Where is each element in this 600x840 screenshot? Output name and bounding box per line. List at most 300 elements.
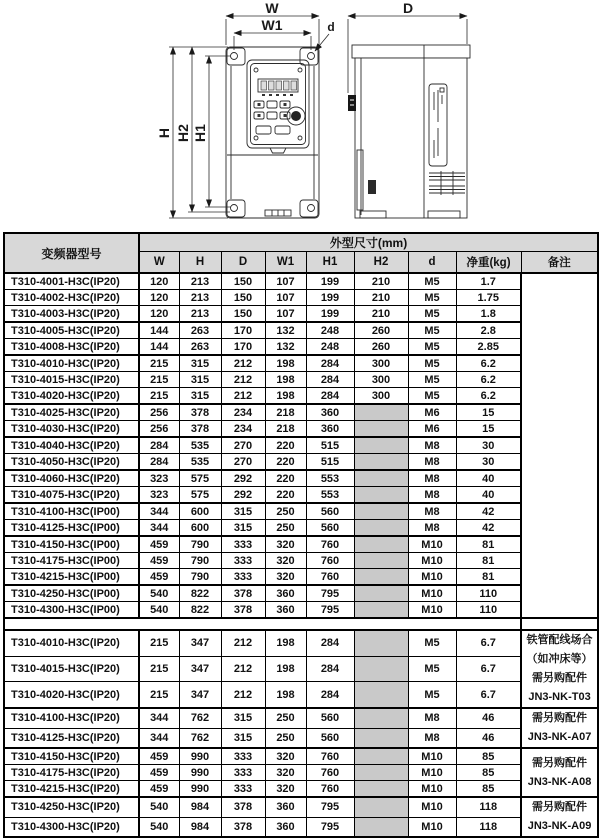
hole-cell: M10 xyxy=(408,569,456,586)
remark-line: 铁管配线场合 xyxy=(526,634,593,646)
model-cell: T310-4100-H3C(IP20) xyxy=(4,708,139,728)
h1-cell: 760 xyxy=(306,553,354,569)
h-cell: 575 xyxy=(179,487,221,504)
w1-cell: 198 xyxy=(265,372,306,388)
w-cell: 284 xyxy=(139,437,179,454)
table-row xyxy=(4,470,598,487)
w1-cell: 132 xyxy=(265,322,306,339)
model-cell: T310-4025-H3C(IP20) xyxy=(4,404,139,421)
outline-size-header: 外型尺寸(mm) xyxy=(139,233,598,252)
weight-cell: 42 xyxy=(456,503,521,520)
hole-cell: M6 xyxy=(408,404,456,421)
h2-cell xyxy=(354,765,408,781)
spacer-cell xyxy=(4,618,521,630)
h2-cell: 300 xyxy=(354,388,408,405)
d-cell: 315 xyxy=(221,520,265,537)
table-row xyxy=(4,372,598,388)
d-cell: 315 xyxy=(221,708,265,728)
d-cell: 333 xyxy=(221,569,265,586)
hole-cell: M6 xyxy=(408,421,456,438)
h1-cell: 515 xyxy=(306,454,354,471)
d-cell: 234 xyxy=(221,404,265,421)
hole-cell: M10 xyxy=(408,748,456,765)
h-cell: 600 xyxy=(179,503,221,520)
h2-cell xyxy=(354,656,408,681)
remark-line: 需另购配件 xyxy=(532,672,588,684)
h2-cell xyxy=(354,520,408,537)
model-cell: T310-4020-H3C(IP20) xyxy=(4,682,139,708)
hole-cell: M5 xyxy=(408,290,456,306)
h-cell: 347 xyxy=(179,656,221,681)
table-row xyxy=(4,765,598,781)
d-cell: 378 xyxy=(221,585,265,602)
weight-cell: 40 xyxy=(456,487,521,504)
table-row xyxy=(4,487,598,504)
h1-cell: 284 xyxy=(306,388,354,405)
h-cell: 213 xyxy=(179,306,221,323)
h2-cell xyxy=(354,487,408,504)
d-cell: 315 xyxy=(221,503,265,520)
hole-cell: M8 xyxy=(408,728,456,748)
h2-cell xyxy=(354,630,408,656)
weight-cell: 85 xyxy=(456,765,521,781)
d-cell: 292 xyxy=(221,470,265,487)
h-cell: 990 xyxy=(179,748,221,765)
h1-cell: 760 xyxy=(306,536,354,553)
w1-cell: 198 xyxy=(265,656,306,681)
weight-cell: 46 xyxy=(456,708,521,728)
model-cell: T310-4125-H3C(IP00) xyxy=(4,520,139,537)
h1-cell: 284 xyxy=(306,355,354,372)
h-cell: 762 xyxy=(179,728,221,748)
h1-cell: 284 xyxy=(306,630,354,656)
w1-cell: 250 xyxy=(265,520,306,537)
h1-cell: 199 xyxy=(306,306,354,323)
col-header-h: H xyxy=(179,252,221,274)
d-cell: 150 xyxy=(221,273,265,290)
hole-cell: M10 xyxy=(408,536,456,553)
table-row xyxy=(4,656,598,681)
h2-cell xyxy=(354,748,408,765)
h1-cell: 553 xyxy=(306,470,354,487)
col-header-hole: d xyxy=(408,252,456,274)
table-row xyxy=(4,290,598,306)
h2-cell xyxy=(354,404,408,421)
weight-cell: 81 xyxy=(456,536,521,553)
d-cell: 315 xyxy=(221,728,265,748)
side-connector xyxy=(348,95,356,111)
remark-line: JN3-NK-A08 xyxy=(527,775,592,788)
dimension-drawing xyxy=(0,0,600,228)
w1-cell: 132 xyxy=(265,339,306,356)
model-cell: T310-4150-H3C(IP20) xyxy=(4,748,139,765)
weight-cell: 6.2 xyxy=(456,355,521,372)
w1-cell: 220 xyxy=(265,487,306,504)
w-cell: 344 xyxy=(139,503,179,520)
w1-cell: 198 xyxy=(265,355,306,372)
model-cell: T310-4002-H3C(IP20) xyxy=(4,290,139,306)
w-cell: 284 xyxy=(139,454,179,471)
hole-cell: M8 xyxy=(408,503,456,520)
table-row xyxy=(4,388,598,405)
d-cell: 170 xyxy=(221,322,265,339)
h2-cell: 210 xyxy=(354,290,408,306)
h-cell: 762 xyxy=(179,708,221,728)
h2-cell xyxy=(354,454,408,471)
h2-cell xyxy=(354,682,408,708)
col-header-h1: H1 xyxy=(306,252,354,274)
d-cell: 150 xyxy=(221,306,265,323)
weight-cell: 15 xyxy=(456,404,521,421)
weight-cell: 30 xyxy=(456,454,521,471)
remark-line: JN3-NK-A09 xyxy=(527,820,592,832)
w1-cell: 250 xyxy=(265,708,306,728)
h-cell: 213 xyxy=(179,273,221,290)
model-cell: T310-4010-H3C(IP20) xyxy=(4,355,139,372)
w-cell: 144 xyxy=(139,322,179,339)
remark-line: 需另购配件 xyxy=(532,801,588,813)
h1-cell: 515 xyxy=(306,437,354,454)
h1-cell: 760 xyxy=(306,781,354,798)
h1-cell: 248 xyxy=(306,339,354,356)
h1-cell: 760 xyxy=(306,765,354,781)
hole-cell: M8 xyxy=(408,470,456,487)
table-row xyxy=(4,355,598,372)
model-column-header: 变频器型号 xyxy=(4,233,139,273)
model-cell: T310-4040-H3C(IP20) xyxy=(4,437,139,454)
h2-cell xyxy=(354,585,408,602)
h2-cell xyxy=(354,602,408,619)
table-row xyxy=(4,306,598,323)
h2-cell xyxy=(354,797,408,817)
hole-cell: M10 xyxy=(408,765,456,781)
table-row xyxy=(4,728,598,748)
model-cell: T310-4150-H3C(IP00) xyxy=(4,536,139,553)
remark-line: （如冲床等） xyxy=(526,653,593,665)
w-cell: 323 xyxy=(139,470,179,487)
d-cell: 212 xyxy=(221,372,265,388)
table-row xyxy=(4,421,598,438)
model-cell: T310-4050-H3C(IP20) xyxy=(4,454,139,471)
model-cell: T310-4300-H3C(IP00) xyxy=(4,602,139,619)
w-cell: 459 xyxy=(139,781,179,798)
h1-cell: 199 xyxy=(306,290,354,306)
d-cell: 333 xyxy=(221,748,265,765)
side-view-drawing xyxy=(348,0,470,218)
h-cell: 575 xyxy=(179,470,221,487)
w1-cell: 198 xyxy=(265,682,306,708)
weight-cell: 30 xyxy=(456,437,521,454)
side-small-label xyxy=(368,180,376,194)
h-cell: 213 xyxy=(179,290,221,306)
weight-cell: 85 xyxy=(456,748,521,765)
w-cell: 459 xyxy=(139,765,179,781)
w-cell: 256 xyxy=(139,421,179,438)
w-cell: 215 xyxy=(139,682,179,708)
hole-cell: M5 xyxy=(408,306,456,323)
dim-label-w: W xyxy=(265,0,279,16)
h-cell: 535 xyxy=(179,454,221,471)
d-cell: 333 xyxy=(221,553,265,569)
table-row xyxy=(4,748,598,765)
h2-cell xyxy=(354,708,408,728)
d-cell: 378 xyxy=(221,602,265,619)
dim-label-w1: W1 xyxy=(261,17,283,33)
table-row xyxy=(4,454,598,471)
table-row xyxy=(4,503,598,520)
w1-cell: 320 xyxy=(265,781,306,798)
h-cell: 535 xyxy=(179,437,221,454)
weight-cell: 15 xyxy=(456,421,521,438)
w-cell: 459 xyxy=(139,569,179,586)
remark-line: 需另购配件 xyxy=(532,712,588,724)
spacer-row xyxy=(4,618,598,630)
table-row xyxy=(4,602,598,619)
h2-cell xyxy=(354,817,408,837)
model-cell: T310-4250-H3C(IP00) xyxy=(4,585,139,602)
w-cell: 120 xyxy=(139,290,179,306)
w1-cell: 360 xyxy=(265,602,306,619)
h-cell: 984 xyxy=(179,797,221,817)
hole-cell: M10 xyxy=(408,602,456,619)
w-cell: 323 xyxy=(139,487,179,504)
d-cell: 378 xyxy=(221,797,265,817)
hole-cell: M5 xyxy=(408,273,456,290)
h1-cell: 360 xyxy=(306,421,354,438)
hole-cell: M5 xyxy=(408,388,456,405)
model-cell: T310-4215-H3C(IP20) xyxy=(4,781,139,798)
remark-cell xyxy=(521,748,598,797)
w-cell: 344 xyxy=(139,520,179,537)
remark-line: 需另购配件 xyxy=(532,756,588,769)
h-cell: 600 xyxy=(179,520,221,537)
weight-cell: 118 xyxy=(456,817,521,837)
table-row xyxy=(4,339,598,356)
dim-label-h: H xyxy=(156,127,172,139)
h-cell: 315 xyxy=(179,388,221,405)
d-cell: 333 xyxy=(221,536,265,553)
h-cell: 990 xyxy=(179,781,221,798)
model-cell: T310-4005-H3C(IP20) xyxy=(4,322,139,339)
w-cell: 344 xyxy=(139,728,179,748)
w1-cell: 107 xyxy=(265,273,306,290)
w1-cell: 250 xyxy=(265,503,306,520)
col-header-weight: 净重(kg) xyxy=(456,252,521,274)
h1-cell: 560 xyxy=(306,708,354,728)
section-spacer xyxy=(4,618,598,630)
weight-cell: 6.7 xyxy=(456,656,521,681)
d-cell: 212 xyxy=(221,656,265,681)
d-cell: 150 xyxy=(221,290,265,306)
d-cell: 270 xyxy=(221,454,265,471)
d-cell: 333 xyxy=(221,781,265,798)
h1-cell: 760 xyxy=(306,748,354,765)
w-cell: 540 xyxy=(139,797,179,817)
h1-cell: 760 xyxy=(306,569,354,586)
front-view-drawing xyxy=(156,0,335,218)
w-cell: 540 xyxy=(139,585,179,602)
weight-cell: 40 xyxy=(456,470,521,487)
table-row xyxy=(4,630,598,656)
w-cell: 120 xyxy=(139,273,179,290)
model-cell: T310-4020-H3C(IP20) xyxy=(4,388,139,405)
table-section-1 xyxy=(4,273,598,618)
h1-cell: 248 xyxy=(306,322,354,339)
model-cell: T310-4008-H3C(IP20) xyxy=(4,339,139,356)
h-cell: 263 xyxy=(179,339,221,356)
weight-cell: 1.75 xyxy=(456,290,521,306)
weight-cell: 85 xyxy=(456,781,521,798)
w1-cell: 107 xyxy=(265,306,306,323)
w-cell: 215 xyxy=(139,388,179,405)
table-row xyxy=(4,322,598,339)
h-cell: 790 xyxy=(179,569,221,586)
weight-cell: 1.8 xyxy=(456,306,521,323)
weight-cell: 42 xyxy=(456,520,521,537)
d-cell: 170 xyxy=(221,339,265,356)
hole-cell: M5 xyxy=(408,355,456,372)
w1-cell: 320 xyxy=(265,569,306,586)
model-cell: T310-4175-H3C(IP20) xyxy=(4,765,139,781)
d-cell: 270 xyxy=(221,437,265,454)
hole-cell: M8 xyxy=(408,437,456,454)
col-header-w1: W1 xyxy=(265,252,306,274)
h-cell: 315 xyxy=(179,355,221,372)
h-cell: 378 xyxy=(179,421,221,438)
w-cell: 540 xyxy=(139,602,179,619)
weight-cell: 2.8 xyxy=(456,322,521,339)
hole-cell: M5 xyxy=(408,339,456,356)
d-cell: 212 xyxy=(221,388,265,405)
col-header-remark: 备注 xyxy=(521,252,598,274)
table-row xyxy=(4,520,598,537)
model-cell: T310-4175-H3C(IP00) xyxy=(4,553,139,569)
w1-cell: 320 xyxy=(265,765,306,781)
w-cell: 344 xyxy=(139,708,179,728)
h2-cell: 300 xyxy=(354,372,408,388)
w1-cell: 220 xyxy=(265,454,306,471)
model-cell: T310-4010-H3C(IP20) xyxy=(4,630,139,656)
model-cell: T310-4125-H3C(IP20) xyxy=(4,728,139,748)
model-cell: T310-4015-H3C(IP20) xyxy=(4,656,139,681)
remark-cell xyxy=(521,708,598,748)
h1-cell: 795 xyxy=(306,797,354,817)
hole-cell: M8 xyxy=(408,454,456,471)
h-cell: 347 xyxy=(179,682,221,708)
hole-cell: M10 xyxy=(408,553,456,569)
hole-cell: M8 xyxy=(408,520,456,537)
h1-cell: 795 xyxy=(306,585,354,602)
h1-cell: 284 xyxy=(306,372,354,388)
table-row xyxy=(4,817,598,837)
h2-cell xyxy=(354,569,408,586)
col-header-h2: H2 xyxy=(354,252,408,274)
h-cell: 990 xyxy=(179,765,221,781)
h2-cell: 210 xyxy=(354,273,408,290)
h-cell: 263 xyxy=(179,322,221,339)
w-cell: 215 xyxy=(139,630,179,656)
h1-cell: 284 xyxy=(306,682,354,708)
table-row xyxy=(4,585,598,602)
table-row xyxy=(4,708,598,728)
w-cell: 144 xyxy=(139,339,179,356)
w1-cell: 218 xyxy=(265,404,306,421)
h2-cell xyxy=(354,781,408,798)
table-row xyxy=(4,797,598,817)
weight-cell: 81 xyxy=(456,553,521,569)
h2-cell xyxy=(354,553,408,569)
model-cell: T310-4060-H3C(IP20) xyxy=(4,470,139,487)
w1-cell: 220 xyxy=(265,437,306,454)
weight-cell: 2.85 xyxy=(456,339,521,356)
table-row xyxy=(4,553,598,569)
table-header xyxy=(4,233,598,273)
dim-label-depth: D xyxy=(402,0,414,16)
d-cell: 212 xyxy=(221,355,265,372)
remark-line: JN3-NK-A07 xyxy=(527,731,592,743)
w-cell: 215 xyxy=(139,372,179,388)
dim-label-d-hole: d xyxy=(327,20,335,34)
hole-cell: M8 xyxy=(408,708,456,728)
w1-cell: 198 xyxy=(265,630,306,656)
table-row xyxy=(4,404,598,421)
hole-cell: M5 xyxy=(408,656,456,681)
w1-cell: 320 xyxy=(265,748,306,765)
w1-cell: 220 xyxy=(265,470,306,487)
d-cell: 212 xyxy=(221,630,265,656)
h1-cell: 553 xyxy=(306,487,354,504)
w1-cell: 218 xyxy=(265,421,306,438)
h1-cell: 360 xyxy=(306,404,354,421)
weight-cell: 6.7 xyxy=(456,630,521,656)
hole-cell: M8 xyxy=(408,487,456,504)
h1-cell: 795 xyxy=(306,817,354,837)
w1-cell: 320 xyxy=(265,536,306,553)
h1-cell: 560 xyxy=(306,520,354,537)
h2-cell xyxy=(354,437,408,454)
remark-line: JN3-NK-T03 xyxy=(528,691,591,703)
h2-cell xyxy=(354,421,408,438)
h-cell: 790 xyxy=(179,553,221,569)
w1-cell: 250 xyxy=(265,728,306,748)
w1-cell: 360 xyxy=(265,797,306,817)
remark-cell xyxy=(521,630,598,708)
w-cell: 540 xyxy=(139,817,179,837)
spacer-remark-cell xyxy=(521,618,598,630)
col-header-w: W xyxy=(139,252,179,274)
hole-cell: M5 xyxy=(408,372,456,388)
model-cell: T310-4250-H3C(IP20) xyxy=(4,797,139,817)
table-row xyxy=(4,273,598,290)
h2-cell xyxy=(354,503,408,520)
model-cell: T310-4075-H3C(IP20) xyxy=(4,487,139,504)
w-cell: 459 xyxy=(139,536,179,553)
model-cell: T310-4003-H3C(IP20) xyxy=(4,306,139,323)
h-cell: 822 xyxy=(179,602,221,619)
hole-cell: M10 xyxy=(408,781,456,798)
h1-cell: 199 xyxy=(306,273,354,290)
w-cell: 459 xyxy=(139,748,179,765)
dim-label-h2: H2 xyxy=(175,124,191,142)
spec-table xyxy=(3,232,599,838)
d-cell: 378 xyxy=(221,817,265,837)
h-cell: 790 xyxy=(179,536,221,553)
side-top-cap xyxy=(352,45,470,58)
model-cell: T310-4215-H3C(IP00) xyxy=(4,569,139,586)
h2-cell: 260 xyxy=(354,322,408,339)
w-cell: 215 xyxy=(139,355,179,372)
w-cell: 120 xyxy=(139,306,179,323)
